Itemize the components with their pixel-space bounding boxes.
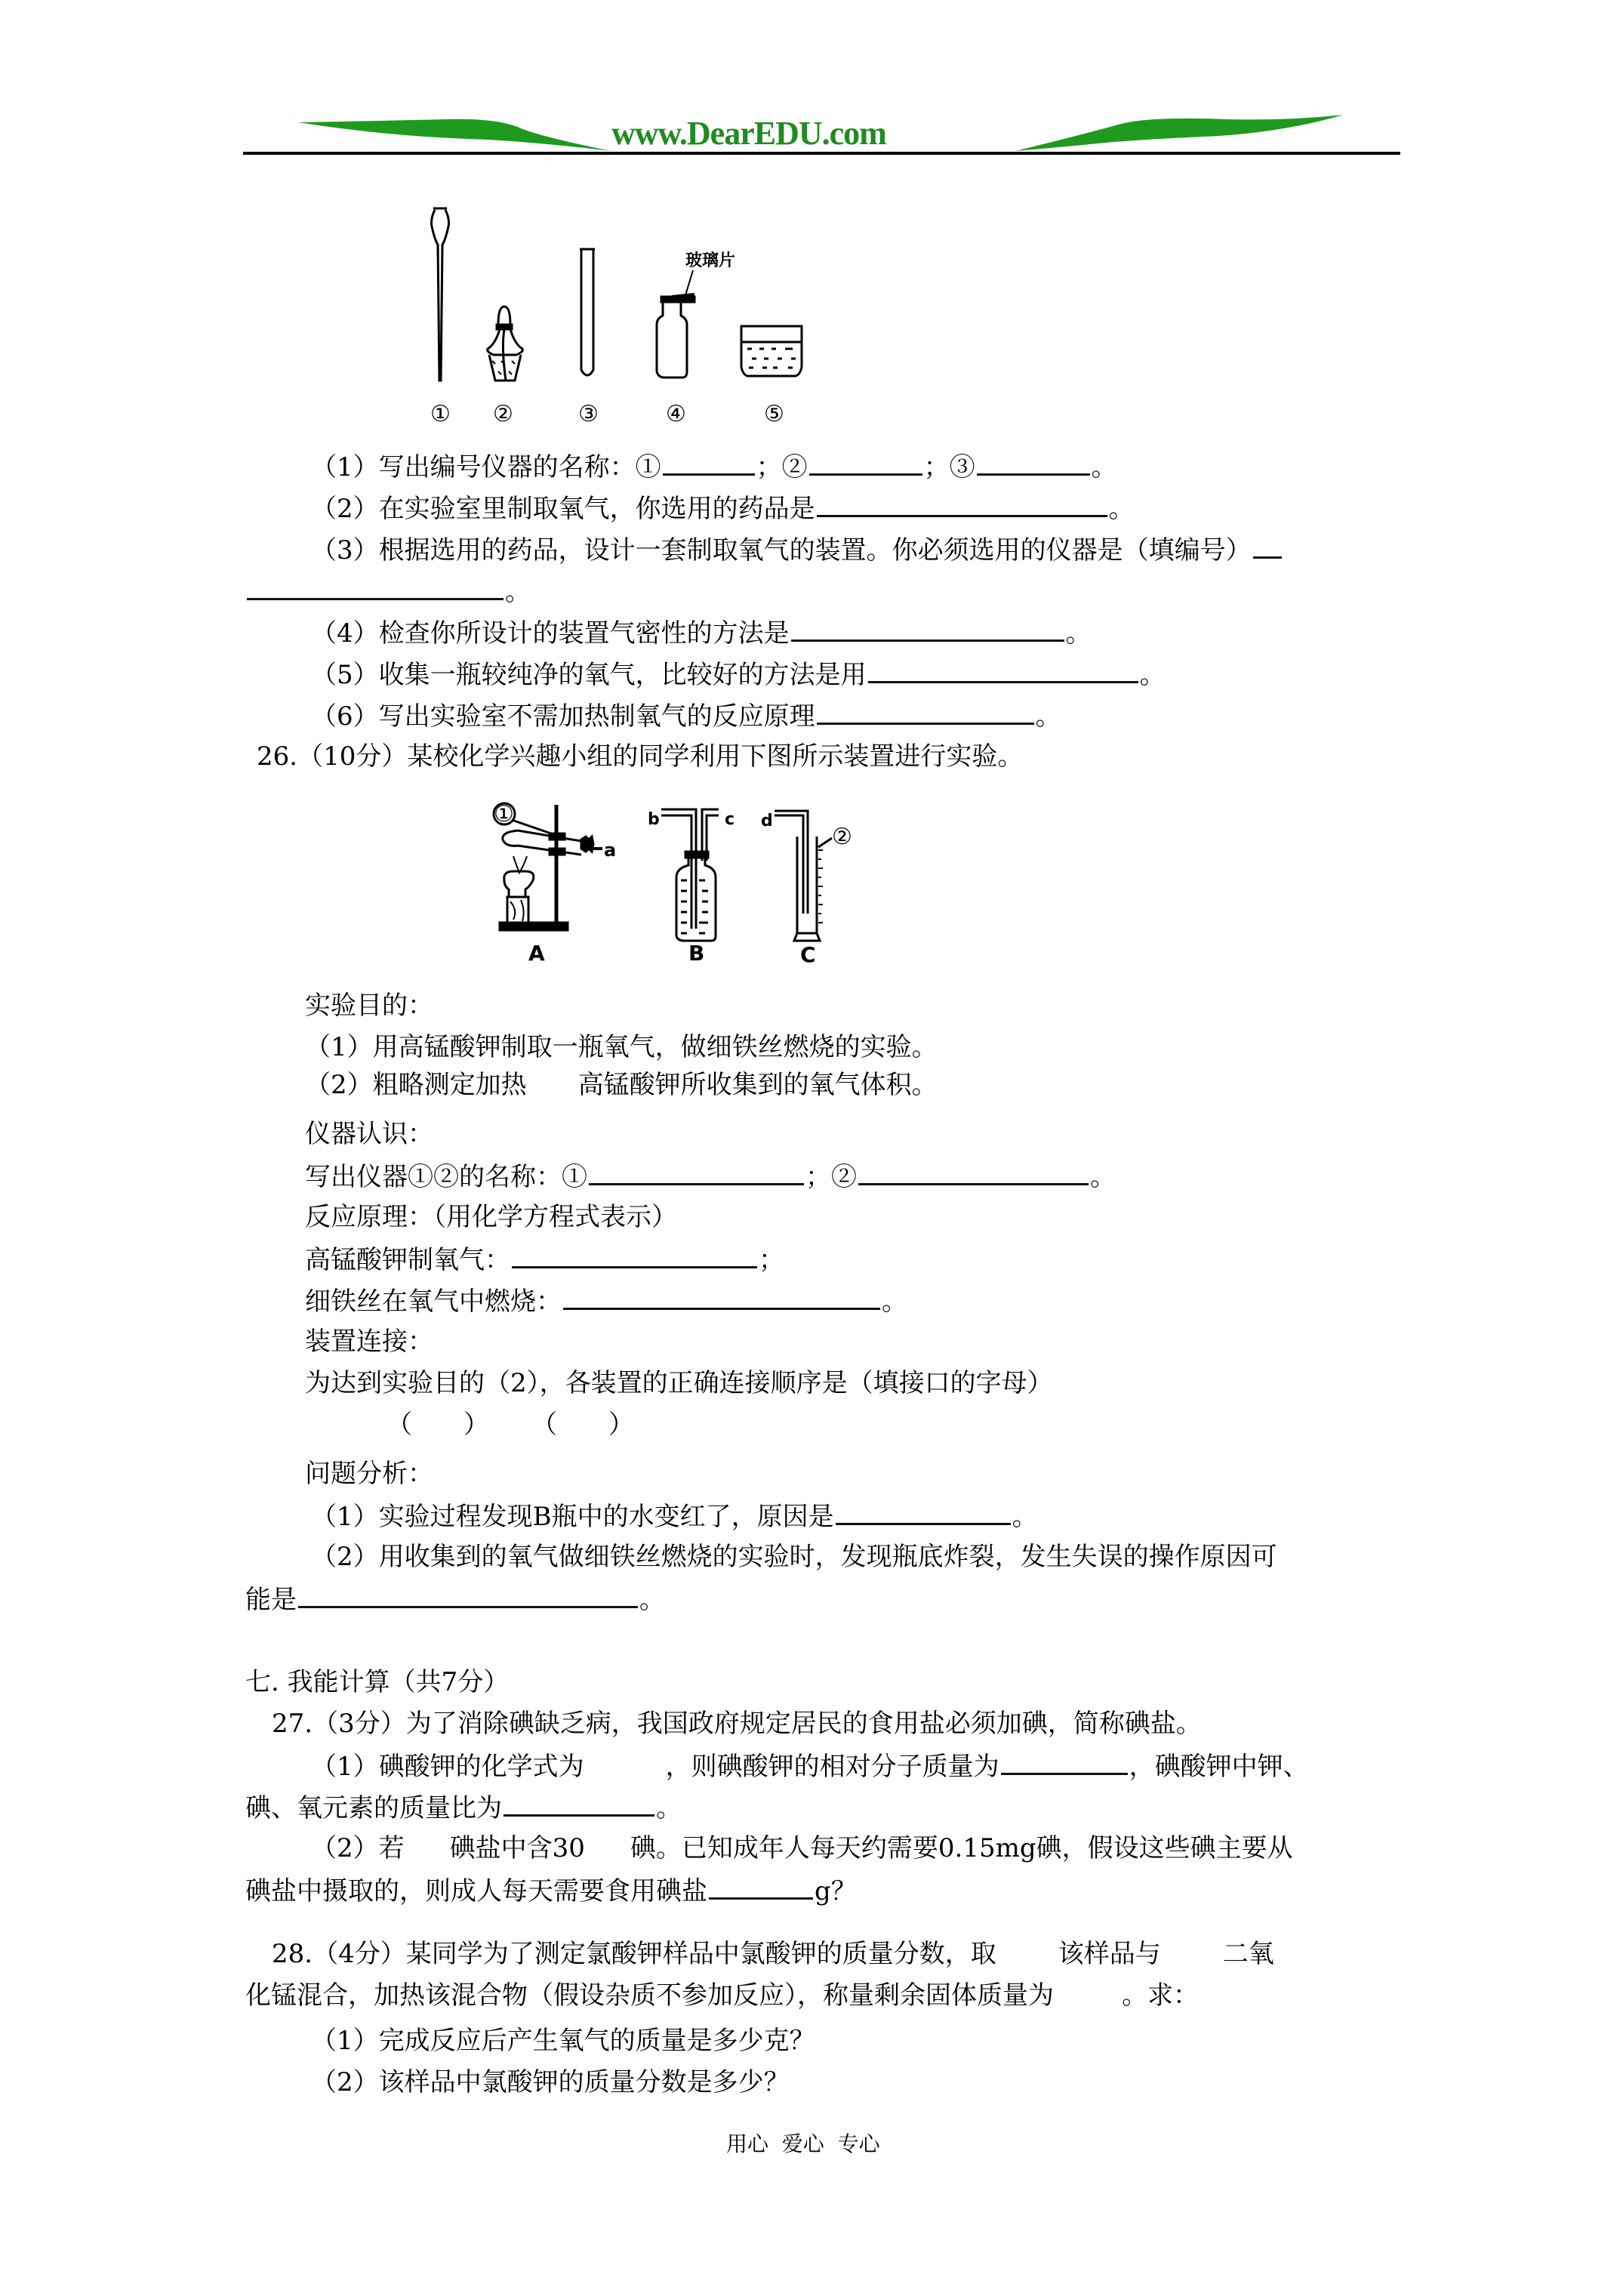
answer-blank-collection[interactable] <box>868 658 1138 683</box>
apparatus-figure <box>483 793 1163 989</box>
water-trough-drawing <box>741 326 802 376</box>
instrument-question: 写出仪器①②的名称：① ；② 。 <box>305 1162 1116 1192</box>
answer-blank-red-water[interactable] <box>836 1500 1011 1525</box>
purpose-1: （1）用高锰酸钾制取一瓶氧气，做细铁丝燃烧的实验。 <box>305 1032 938 1062</box>
test-tube-drawing <box>580 249 595 375</box>
answer-blank-apparatus-2[interactable] <box>858 1160 1089 1185</box>
glass-slide-label: 玻璃片 <box>685 251 736 270</box>
answer-blank-instrument-1[interactable] <box>663 451 755 476</box>
answer-paren-2[interactable]: （ ） <box>531 1410 634 1440</box>
instrument-label-4: ④ <box>666 401 686 427</box>
q28-line1: 28.（4分）某同学为了测定氯酸钾样品中氯酸钾的质量分数，取 该样品与 二氧 <box>272 1939 1274 1969</box>
q25-sub2: （2）在实验室里制取氧气，你选用的药品是 。 <box>311 494 1135 524</box>
logo-swoosh-right <box>1000 113 1347 156</box>
instrument-heading: 仪器认识： <box>305 1119 433 1149</box>
q27-sub1-line2: 碘、氧元素的质量比为 。 <box>245 1793 682 1823</box>
label-circled-1: ① <box>494 801 514 827</box>
q25-sub4: （4）检查你所设计的装置气密性的方法是 。 <box>311 618 1092 649</box>
analysis-heading: 问题分析： <box>305 1459 433 1489</box>
port-b-label: b <box>648 810 660 829</box>
q25-sub5: （5）收集一瓶较纯净的氧气，比较好的方法是用 。 <box>311 660 1166 690</box>
q26-title: 26.（10分）某校化学兴趣小组的同学利用下图所示装置进行实验。 <box>257 741 1024 772</box>
caption-a: A <box>528 941 545 966</box>
port-d-label: d <box>761 812 773 831</box>
q25-sub1: （1）写出编号仪器的名称：① ；② ；③ 。 <box>311 452 1117 482</box>
logo-text: www.DearEDU.com <box>611 115 886 152</box>
answer-blank-apparatus-start[interactable] <box>1253 534 1282 559</box>
instrument-label-1: ① <box>430 401 451 427</box>
analysis-2-line2: 能是 。 <box>245 1585 665 1615</box>
alcohol-lamp-drawing <box>488 307 523 381</box>
q27-sub2-line2: 碘盐中摄取的，则成人每天需要食用碘盐 g？ <box>245 1876 857 1906</box>
answer-paren-1[interactable]: （ ） <box>387 1410 489 1440</box>
apparatus-b-drawing <box>661 809 719 941</box>
instruments-figure <box>423 196 1253 445</box>
purpose-heading: 实验目的： <box>305 991 433 1021</box>
answer-blank-salt-grams[interactable] <box>709 1875 813 1900</box>
answer-blank-molecular-mass[interactable] <box>1001 1750 1128 1775</box>
port-a-label: a <box>604 840 617 861</box>
instrument-label-2: ② <box>493 401 513 427</box>
q25-sub6: （6）写出实验室不需加热制氧气的反应原理 。 <box>311 701 1061 732</box>
q25-sub3-cont: 。 <box>245 575 531 607</box>
answer-blank-kmno4[interactable] <box>512 1244 757 1268</box>
answer-blank-instrument-3[interactable] <box>977 451 1090 476</box>
connect-question: 为达到实验目的（2），各装置的正确连接顺序是（填接口的字母） <box>305 1368 1053 1398</box>
q27-sub1-line1: （1）碘酸钾的化学式为 ，则碘酸钾的相对分子质量为 ，碘酸钾中钾、 <box>311 1752 1309 1782</box>
connect-answer <box>387 1410 634 1440</box>
footer-motto: 用心 爱心 专心 <box>726 2131 880 2156</box>
purpose-2: （2）粗略测定加热 高锰酸钾所收集到的氧气体积。 <box>305 1070 938 1100</box>
answer-blank-crack-reason[interactable] <box>298 1583 638 1608</box>
q28-sub2: （2）该样品中氯酸钾的质量分数是多少？ <box>311 2067 790 2097</box>
caption-c: C <box>800 942 816 967</box>
label-circled-2: ② <box>832 824 852 850</box>
analysis-1: （1）实验过程发现B瓶中的水变红了，原因是 。 <box>311 1502 1038 1532</box>
q28-sub1: （1）完成反应后产生氧气的质量是多少克？ <box>311 2026 815 2056</box>
answer-blank-instrument-2[interactable] <box>809 451 922 476</box>
instrument-label-3: ③ <box>578 401 599 427</box>
header-rule <box>243 152 1400 155</box>
connect-heading: 装置连接： <box>305 1327 433 1357</box>
q27-sub2-line1: （2）若 碘盐中含30 碘。已知成年人每天约需要0.15mg碘，假设这些碘主要从 <box>311 1833 1293 1863</box>
header-logo <box>294 113 1351 156</box>
dropper-drawing <box>432 208 449 381</box>
apparatus-c-drawing <box>775 811 832 941</box>
answer-blank-reagent[interactable] <box>817 492 1107 517</box>
answer-blank-airtightness[interactable] <box>791 617 1064 642</box>
principle-heading: 反应原理：（用化学方程式表示） <box>305 1202 677 1232</box>
logo-swoosh-left <box>294 113 642 156</box>
answer-blank-apparatus[interactable] <box>247 575 504 600</box>
answer-blank-principle[interactable] <box>817 700 1034 725</box>
iron-equation: 细铁丝在氧气中燃烧： 。 <box>305 1287 907 1317</box>
gas-jar-drawing <box>657 270 694 378</box>
q28-line2: 化锰混合，加热该混合物（假设杂质不参加反应），称量剩余固体质量为 。求： <box>245 1980 1199 2011</box>
answer-blank-apparatus-1[interactable] <box>589 1160 804 1185</box>
q25-sub3: （3）根据选用的药品，设计一套制取氧气的装置。你必须选用的仪器是（填编号） <box>311 534 1283 566</box>
kmno4-equation: 高锰酸钾制氧气： ； <box>305 1245 784 1275</box>
answer-blank-iron[interactable] <box>563 1285 880 1310</box>
instrument-label-5: ⑤ <box>764 401 784 427</box>
caption-b: B <box>688 941 705 966</box>
port-c-label: c <box>725 810 735 829</box>
q27-title: 27.（3分）为了消除碘缺乏病，我国政府规定居民的食用盐必须加碘，简称碘盐。 <box>272 1709 1202 1739</box>
answer-blank-mass-ratio[interactable] <box>504 1792 654 1817</box>
analysis-2-line1: （2）用收集到的氧气做细铁丝燃烧的实验时，发现瓶底炸裂，发生失误的操作原因可 <box>311 1542 1277 1572</box>
section-7-title: 七. 我能计算（共7分） <box>245 1667 510 1697</box>
